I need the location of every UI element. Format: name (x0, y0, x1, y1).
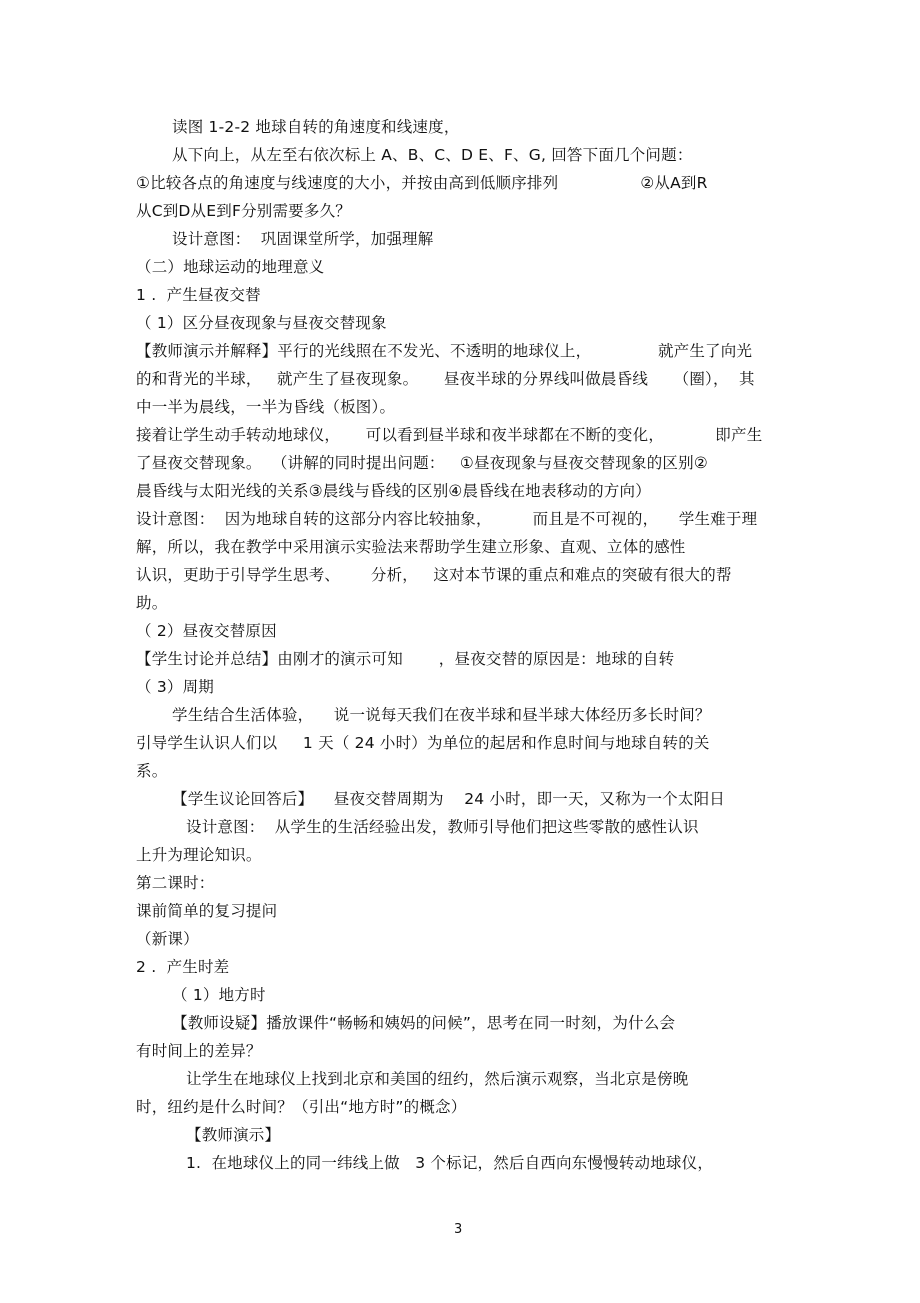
text-line: （ 3）周期 (136, 678, 214, 696)
text-line: 1. 在地球仪上的同一纬线上做 3 个标记，然后自西向东慢慢转动地球仪， (186, 1154, 714, 1172)
text-line: 设计意图： 巩固课堂所学，加强理解 (172, 230, 434, 248)
text-line: 解，所以，我在教学中采用演示实验法来帮助学生建立形象、直观、立体的感性 (136, 538, 686, 556)
text-line: 【教师演示并解释】平行的光线照在不发光、不透明的地球仪上， 就产生了向光 (136, 342, 753, 360)
text-line: （ 1）地方时 (172, 986, 266, 1004)
text-line: 中一半为晨线，一半为昏线（板图）。 (136, 398, 396, 416)
text-line: ①比较各点的角速度与线速度的大小，并按由高到低顺序排列 ②从A到R (136, 174, 708, 192)
text-line: 有时间上的差异？ (136, 1042, 262, 1060)
text-line: 接着让学生动手转动地球仪， 可以看到昼半球和夜半球都在不断的变化， 即产生 (136, 426, 763, 444)
text-line: 读图 1-2-2 地球自转的角速度和线速度， (172, 118, 460, 136)
text-line: 设计意图： 从学生的生活经验出发，教师引导他们把这些零散的感性认识 (186, 818, 699, 836)
text-line: 从C到D从E到F分别需要多久？ (136, 202, 351, 220)
text-line: 【学生议论回答后】 昼夜交替周期为 24 小时，即一天，又称为一个太阳日 (172, 790, 725, 808)
text-line: 晨昏线与太阳光线的关系③晨线与昏线的区别④晨昏线在地表移动的方向） (136, 482, 651, 500)
text-line: 第二课时： (136, 874, 215, 892)
text-line: 助。 (136, 594, 168, 612)
text-line: 从下向上，从左至右依次标上 A、B、C、D E、F、G, 回答下面几个问题： (172, 146, 693, 164)
text-line: 【教师演示】 (186, 1126, 281, 1144)
text-line: 系。 (136, 762, 168, 780)
subsection-heading: 1 . 产生昼夜交替 (136, 286, 261, 304)
text-line: （ 2）昼夜交替原因 (136, 622, 277, 640)
text-line: 了昼夜交替现象。 （讲解的同时提出问题： ①昼夜现象与昼夜交替现象的区别② (136, 454, 708, 472)
text-line: 设计意图： 因为地球自转的这部分内容比较抽象， 而且是不可视的， 学生难于理 (136, 510, 758, 528)
text-line: 引导学生认识人们以 1 天（ 24 小时）为单位的起居和作息时间与地球自转的关 (136, 734, 710, 752)
text-line: （新课） (136, 930, 199, 948)
text-line: 上升为理论知识。 (136, 846, 262, 864)
subsection-heading: 2 . 产生时差 (136, 958, 230, 976)
text-line: 时，纽约是什么时间？（引出“地方时”的概念） (136, 1098, 467, 1116)
text-line: 【教师设疑】播放课件“畅畅和姨妈的问候”，思考在同一时刻，为什么会 (172, 1014, 676, 1032)
text-line: 让学生在地球仪上找到北京和美国的纽约，然后演示观察，当北京是傍晚 (186, 1070, 689, 1088)
text-line: 学生结合生活体验， 说一说每天我们在夜半球和昼半球大体经历多长时间？ (172, 706, 711, 724)
text-line: 认识，更助于引导学生思考、 分析， 这对本节课的重点和难点的突破有很大的帮 (136, 566, 732, 584)
text-line: 课前简单的复习提问 (136, 902, 278, 920)
section-heading: （二）地球运动的地理意义 (136, 258, 325, 276)
text-line: 【学生讨论并总结】由刚才的演示可知 ，昼夜交替的原因是：地球的自转 (136, 650, 675, 668)
page-number: 3 (454, 1222, 463, 1237)
text-line: （ 1）区分昼夜现象与昼夜交替现象 (136, 314, 387, 332)
text-line: 的和背光的半球， 就产生了昼夜现象。 昼夜半球的分界线叫做晨昏线 （圈）， 其 (136, 370, 755, 388)
